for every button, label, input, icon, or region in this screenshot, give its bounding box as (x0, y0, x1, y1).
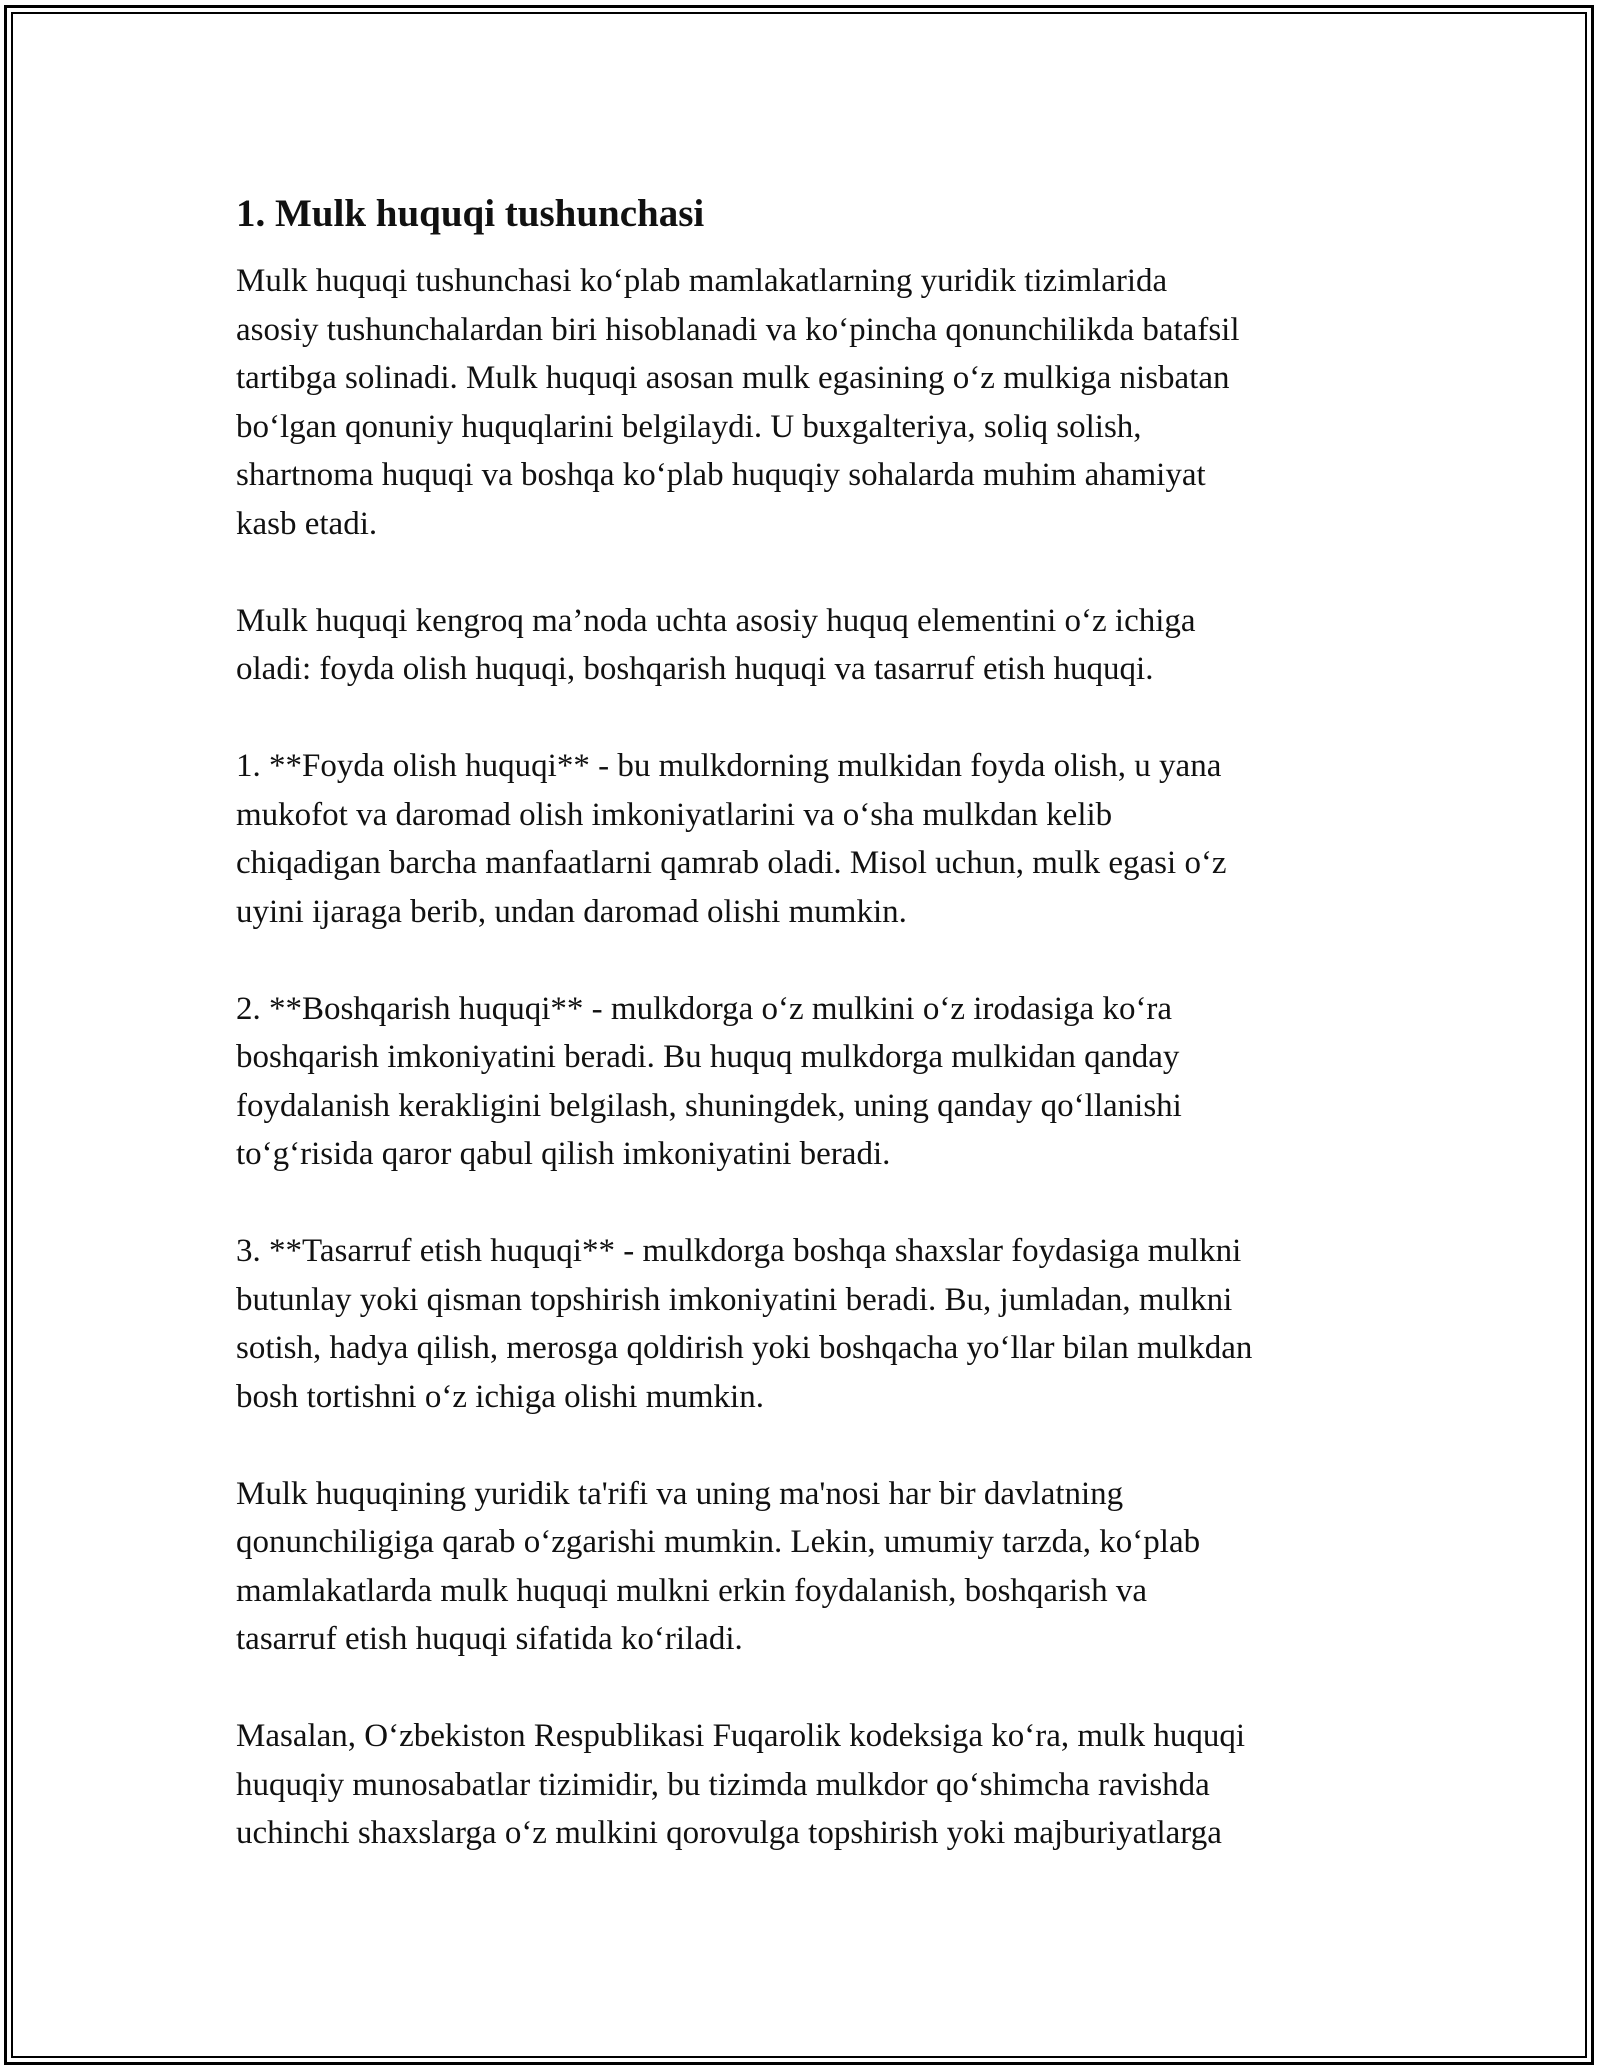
section-heading: 1. Mulk huquqi tushunchasi (236, 192, 705, 235)
paragraph-item-1: 1. **Foyda olish huquqi** - bu mulkdorning mulkidan foyda olish, u yana mukofot va daromad olish imkoniyatlarini va o‘sha mulkdan kelib chiqadigan barcha manfaatlarni qamrab oladi. Misol uchun, mulk egasi o‘z uyini ijaraga berib, undan daromad olishi mumkin. (236, 748, 1227, 930)
paragraph-intro: Mulk huquqi tushunchasi ko‘plab mamlakatlarning yuridik tizimlarida asosiy tushunchalardan biri hisoblanadi va ko‘pincha qonunchilikda batafsil tartibga solinadi. Mulk huquqi asosan mulk egasining o‘z mulkiga nisbatan bo‘lgan qonuniy huquqlarini belgilaydi. U buxgalteriya, soliq solish, shartnoma huquqi va boshqa ko‘plab huquqiy sohalarda muhim ahamiyat kasb etadi. (236, 263, 1240, 542)
paragraph-item-3: 3. **Tasarruf etish huquqi** - mulkdorga boshqa shaxslar foydasiga mulkni butunlay yoki qisman topshirish imkoniyatini beradi. Bu, jumladan, mulkni sotish, hadya qilish, merosga qoldirish yoki boshqacha yo‘llar bilan mulkdan bosh tortishni o‘z ichiga olishi mumkin. (236, 1233, 1253, 1415)
paragraph-elements: Mulk huquqi kengroq ma’noda uchta asosiy huquq elementini o‘z ichiga oladi: foyda olish huquqi, boshqarish huquqi va tasarruf etish huquqi. (236, 602, 1196, 687)
document-body (236, 188, 1416, 1906)
paragraph-item-2: 2. **Boshqarish huquqi** - mulkdorga o‘z mulkini o‘z irodasiga ko‘ra boshqarish imkoniyatini beradi. Bu huquq mulkdorga mulkidan qanday foydalanish kerakligini belgilash, shuningdek, uning qanday qo‘llanishi to‘g‘risida qaror qabul qilish imkoniyatini beradi. (236, 990, 1182, 1172)
paragraph-example: Masalan, O‘zbekiston Respublikasi Fuqarolik kodeksiga ko‘ra, mulk huquqi huquqiy munosabatlar tizimidir, bu tizimda mulkdor qo‘shimcha ravishda uchinchi shaxslarga o‘z mulkini qorovulga topshirish yoki majburiyatlarga (236, 1718, 1246, 1851)
paragraph-definition: Mulk huquqining yuridik ta'rifi va uning ma'nosi har bir davlatning qonunchiligiga qarab o‘zgarishi mumkin. Lekin, umumiy tarzda, ko‘plab mamlakatlarda mulk huquqi mulkni erkin foydalanish, boshqarish va tasarruf etish huquqi sifatida ko‘riladi. (236, 1475, 1201, 1657)
